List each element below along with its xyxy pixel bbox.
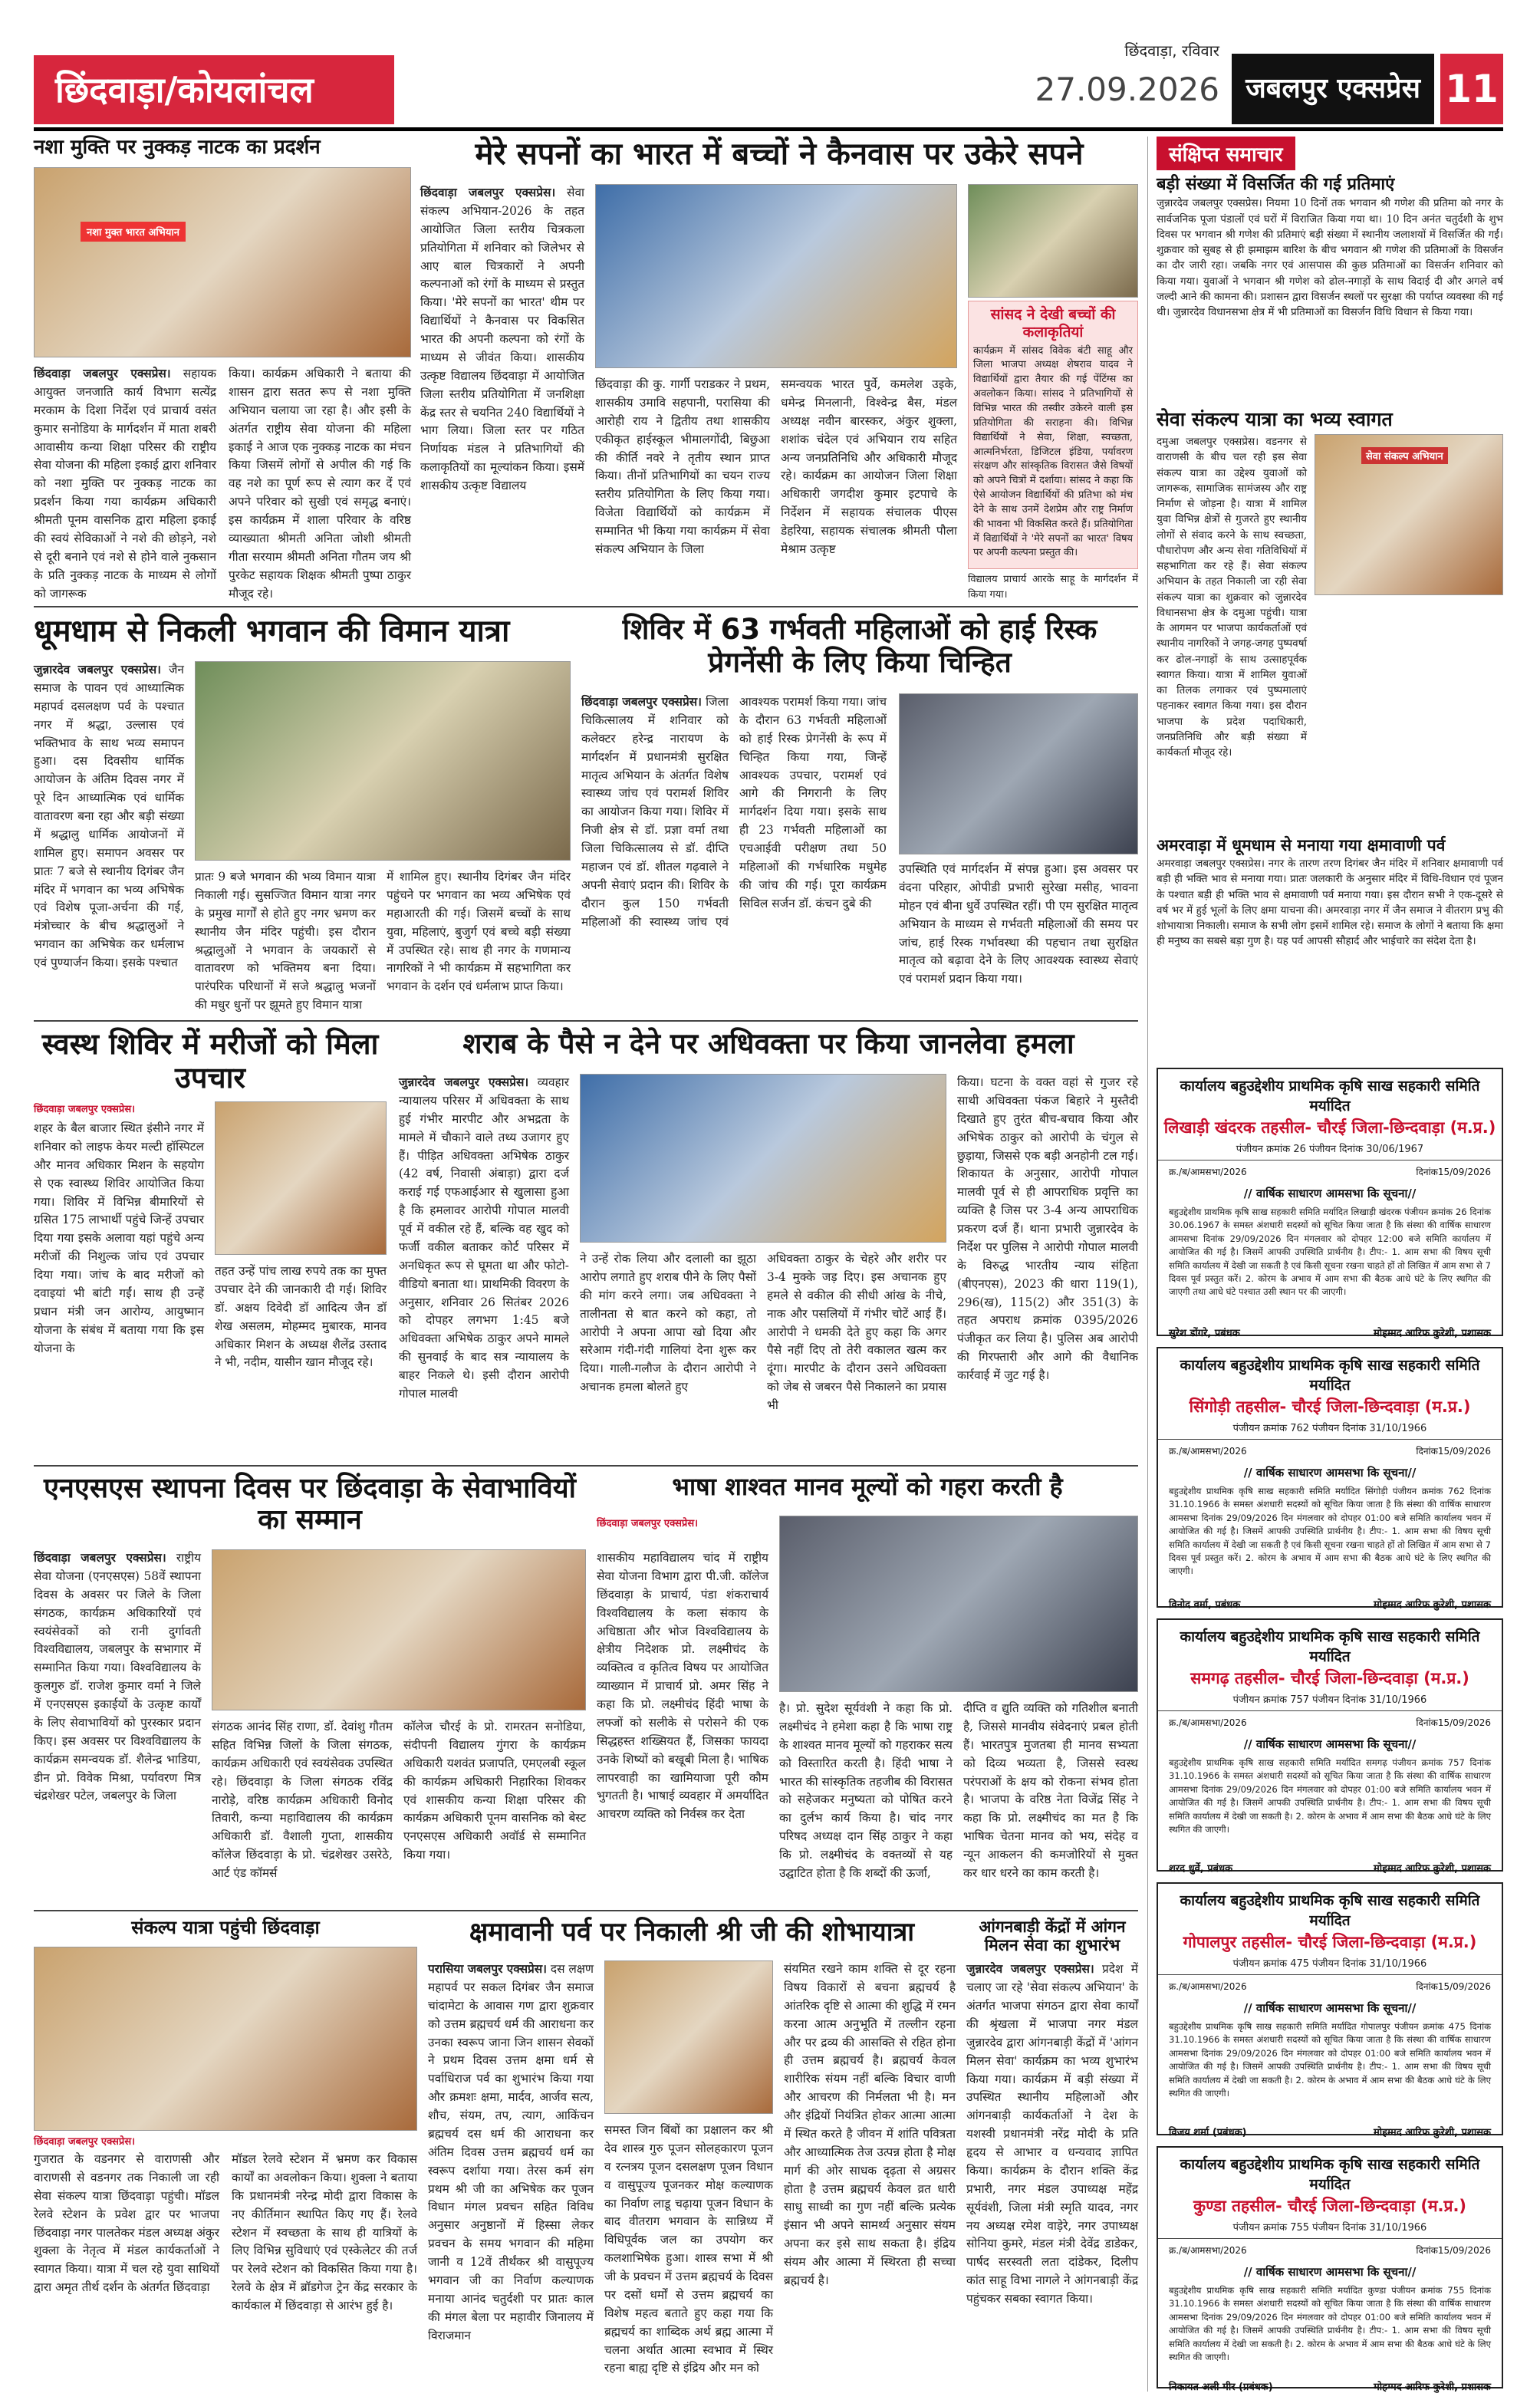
news-photo-2 xyxy=(968,184,1138,298)
notice-ref xyxy=(1158,1440,1502,1462)
dateline: छिंदवाड़ा जबलपुर एक्सप्रेस। xyxy=(581,695,702,709)
headline: धूमधाम से निकली भगवान की विमान यात्रा xyxy=(34,614,510,649)
headline: शराब के पैसे न देने पर अधिवक्ता पर किया जानलेवा हमला xyxy=(462,1027,1074,1060)
body-col-1: व्यवहार न्यायालय परिसर में अधिवक्ता के साथ हुई गंभीर मारपीट और अभद्रता के मामले में चौकाने वाले तथ्य उजागर हुए हैं। पीड़ित अधिवक्ता अभिषेक ठाकुर (42 वर्ष, निवासी अंबाड़ा) द्वारा दर्ज कराई गई एफआईआर से खुलासा हुआ है कि हमलावर आरोपी गोपाल मालवी पूर्व में वकील रहे हैं, बल्कि वह खुद को फर्जी वकील बताकर कोर्ट परिसर में अनधिकृत रूप से घूमता था और फोटो-वीडियो बनाता था। प्राथमिकी विवरण के अनुसार, शनिवार 26 सितंबर 2026 को दोपहर लगभग 1:45 बजे अधिवक्ता अभिषेक ठाकुर अपने मामले की सुनवाई के बाद सत्र न्यायालय के बाहर निकले थे। इसी दौरान आरोपी गोपाल मालवी xyxy=(399,1075,569,1401)
ref-right: दिनांक15/09/2026 xyxy=(1416,1717,1491,1728)
byline: छिंदवाड़ा जबलपुर एक्सप्रेस। xyxy=(34,2136,136,2148)
byline: छिंदवाड़ा जबलपुर एक्सप्रेस। xyxy=(34,1104,136,1115)
ref-right: दिनांक15/09/2026 xyxy=(1416,1981,1491,1992)
headline: एनएसएस स्थापना दिवस पर छिंदवाड़ा के सेवाभावियों का सम्मान xyxy=(43,1473,576,1536)
masthead xyxy=(34,40,1503,124)
notice-1 xyxy=(1157,1068,1503,1339)
article-body xyxy=(399,1074,569,1457)
news-photo xyxy=(604,1960,773,2114)
notice-heading: // वार्षिक साधारण आमसभा कि सूचना// xyxy=(1243,2265,1417,2279)
article-body xyxy=(34,1549,201,1902)
notice-heading: // वार्षिक साधारण आमसभा कि सूचना// xyxy=(1243,2001,1417,2015)
box-title: सांसद ने देखी बच्चों की कलाकृतियां xyxy=(990,306,1116,341)
brief-1-text: जुन्नारदेव जबलपुर एक्सप्रेस। नियमा 10 दिनों तक भगवान श्री गणेश की प्रतिमा को नगर के सार्वजनिक पूजा पंडालों एवं घरों में विराजित किया गया था। 10 दिन अनंत चतुर्दशी के शुभ दिवस पर भगवान श्री गणेश की प्रतिमाएं बड़ी संख्या में स्थानीय जलाशयों में विसर्जित की गईं। शुक्रवार को सुबह से ही झमाझम बारिश के बीच भगवान श्री गणेश की प्रतिमाओं के विसर्जन का दौर जारी रहा। जबकि नगर एवं आसपास की कुछ प्रतिमाओं का विसर्जन शनिवार को किया गया। युवाओं ने भगवान श्री गणेश को ढोल-नगाड़ों के साथ विदाई दी और अगले वर्ष जल्दी आने की कामना की। प्रशासन द्वारा विसर्जन स्थलों पर सुरक्षा की पर्याप्त व्यवस्था की गई थी। जुन्नारदेव विधानसभा क्षेत्र में भी प्रतिमाओं का विसर्जन विधि विधान से किया गया। xyxy=(1157,197,1503,319)
notice-ref xyxy=(1158,1160,1502,1183)
article-nasha-mukti xyxy=(34,136,411,601)
notice-body: बहुउद्देशीय प्राथमिक कृषि साख सहकारी समिति मर्यादित गोपालपुर पंजीयन क्रमांक 475 दिनांक 31.10.1966 के समस्त अंशधारी सदस्यों को सूचित किया जाता है कि संस्था की वार्षिक साधारण आमसभा दिनांक 29/09/2026 दिन मंगलवार को दोपहर 01:00 बजे समिति कार्यालय भवन में आयोजित की गई है। जिसमें आपकी उपस्थिति प्रार्थनीय है। टीप:- 1. आम सभा की विषय सूची समिति कार्यालय में देखी जा सकती है। 2. कोरम के अभाव में आम सभा की बैठक आधे घंटे के लिए स्थगित की जाएगी। xyxy=(1169,2021,1491,2099)
body-col-4: किया। घटना के वक्त वहां से गुजर रहे साथी अधिवक्ता पंकज बिहारे ने मुस्तैदी दिखाते हुए तुरंत बीच-बचाव किया और अभिषेक ठाकुर को आरोपी के चंगुल से छुड़ाया, जिससे एक बड़ी अनहोनी टल गई। शिकायत के अनुसार, आरोपी गोपाल मालवी पूर्व से ही आपराधिक प्रवृत्ति का व्यक्ति है जिस पर 3-4 अन्य आपराधिक प्रकरण दर्ज हैं। थाना प्रभारी जुन्नारदेव के निर्देश पर पुलिस ने आरोपी गोपाल मालवी के विरुद्ध भारतीय न्याय संहिता (बीएनएस), 2023 की धारा 119(1), 296(ख), 115(2) और 351(3) के तहत अपराध क्रमांक 0395/2026 पंजीकृत कर लिया है। पुलिस अब आरोपी की गिरफ्तारी और आगे की वैधानिक कार्रवाई में जुट गई है। xyxy=(957,1075,1138,1382)
sign-left: निकायत अली मीर (प्रबंधक) xyxy=(1169,2382,1273,2393)
brief-2-title: सेवा संकल्प यात्रा का भव्य स्वागत xyxy=(1157,408,1393,431)
news-photo xyxy=(779,1516,1138,1692)
notice-title: कार्यालय बहुउद्देशीय प्राथमिक कृषि साख सहकारी समिति मर्यादित xyxy=(1180,2156,1480,2193)
news-photo xyxy=(215,1101,387,1255)
article-high-risk xyxy=(581,614,1138,1012)
body-col-3: कॉलेज चौरई के प्रो. रामरतन सनोडिया, संदीपनी विद्यालय गुंगरा के कार्यक्रम अधिकारी यशवंत प्रजापति, एमएलबी स्कूल की कार्यक्रम अधिकारी निहारिका शिवकर एवं शासकीय कन्या शिक्षा परिसर की कार्यक्रम अधिकारी पूनम वासनिक को बेस्ट एनएसएस अधिकारी अवॉर्ड से सम्मानित किया गया। xyxy=(403,1720,586,1862)
news-photo xyxy=(595,184,957,368)
row-divider xyxy=(34,1910,1138,1911)
column-divider xyxy=(1147,137,1148,2392)
notice-heading: // वार्षिक साधारण आमसभा कि सूचना// xyxy=(1243,1466,1417,1480)
notice-sign xyxy=(1158,1855,1502,1875)
article-body xyxy=(428,1960,594,2393)
headline: शिविर में 63 गर्भवती महिलाओं को हाई रिस्क प्रेगनेंसी के लिए किया चिन्हित xyxy=(622,613,1097,679)
sign-right: मोहम्मद आरिफ कुरेशी, प्रशासक xyxy=(1373,1863,1491,1875)
dateline: जुन्नारदेव जबलपुर एक्सप्रेस। xyxy=(966,1962,1094,1977)
notice-title: कार्यालय बहुउद्देशीय प्राथमिक कृषि साख सहकारी समिति मर्यादित xyxy=(1180,1892,1480,1929)
page-number: 11 xyxy=(1440,54,1503,124)
body-col-1: शासकीय महाविद्यालय चांद में राष्ट्रीय सेवा योजना विभाग द्वारा पी.जी. कॉलेज छिंदवाड़ा के प्राचार्य, पंडा शंकराचार्य विश्वविद्यालय के कला संकाय के अधिष्ठाता और भोज विश्वविद्यालय के क्षेत्रीय निदेशक प्रो. लक्ष्मीचंद के व्यक्तित्व व कृतित्व विषय पर आयोजित व्याख्यान में प्राचार्य प्रो. अमर सिंह ने कहा कि प्रो. लक्ष्मीचंद हिंदी भाषा के लफ्जों को सलीके से परोसने की एक सिद्धहस्त शख्सियत हैं, जिसका फायदा उनके शिष्यों को बखूबी मिला है। भाषिक लापरवाही का खामियाजा पूरी कौम भुगतती है। भाषाई व्यवहार में अमर्यादित आचरण व्यक्ति को निर्वस्त्र कर देता xyxy=(597,1551,768,1822)
brief-2-block xyxy=(1157,434,1503,759)
body-col-2: प्रातः 9 बजे भगवान की भव्य विमान यात्रा निकाली गई। सुसज्जित विमान यात्रा नगर के प्रमुख मार्गों से होते हुए नगर भ्रमण कर स्थानीय जैन मंदिर पहुंची। इस दौरान श्रद्धालुओं ने भगवान के जयकारों से वातावरण को भक्तिमय बना दिया। पारंपरिक परिधानों में सजे श्रद्धालु भजनों की मधुर धुनों पर झूमते हुए विमान यात्रा xyxy=(195,870,376,1012)
notice-3 xyxy=(1157,1618,1503,1875)
mp-box xyxy=(968,301,1138,569)
notice-title: कार्यालय बहुउद्देशीय प्राथमिक कृषि साख सहकारी समिति मर्यादित xyxy=(1180,1078,1480,1114)
body-col-1: जैन समाज के पावन एवं आध्यात्मिक महापर्व दसलक्षण पर्व के पश्चात नगर में श्रद्धा, उल्लास एवं भक्तिभाव के साथ भव्य समापन हुआ। दस दिवसीय धार्मिक आयोजन के अंतिम दिवस नगर में पूरे दिन आध्यात्मिक एवं धार्मिक वातावरण बना रहा और बड़ी संख्या में श्रद्धालु धार्मिक आयोजनों में शामिल हुए। समापन अवसर पर प्रातः 7 बजे से स्थानीय दिगंबर जैन मंदिर में भगवान का भव्य अभिषेक एवं विशेष पूजा-अर्चना की गई, मंत्रोच्चार के बीच श्रद्धालुओं ने भगवान का अभिषेक कर धर्मलाभ एवं पुण्यार्जन किया। इसके पश्चात xyxy=(34,663,184,970)
article-viman-yatra xyxy=(34,614,571,1012)
body-col-1: जिला चिकित्सालय में शनिवार को कलेक्टर हरेन्द्र नारायण के मार्गदर्शन में प्रधानमंत्री सुरक्षित मातृत्व अभियान के अंतर्गत विशेष स्वास्थ्य जांच एवं परामर्श शिविर का आयोजन किया गया। शिविर में निजी क्षेत्र से डॉ. प्रज्ञा वर्मा तथा जिला चिकित्सालय से डॉ. दीप्ति महाजन एवं डॉ. शीतल गढ़वाले ने अपनी सेवाएं प्रदान की। शिविर के दौरान कुल 150 गर्भवती महिलाओं की स्वास्थ्य जांच एवं आवश्यक परामर्श किया गया। जांच के दौरान 63 गर्भवती महिलाओं को हाई रिस्क प्रेगनेंसी के रूप में चिन्हित किया गया, जिन्हें आवश्यक उपचार, परामर्श एवं आगे की निगरानी के लिए मार्गदर्शन दिया गया। इसके साथ ही 23 गर्भवती महिलाओं का एचआईवी परीक्षण तथा 50 महिलाओं की गर्भधारिक मधुमेह की जांच की गई। पूरा कार्यक्रम सिविल सर्जन डॉ. कंचन दुबे की xyxy=(581,695,887,929)
body-col-2: है। प्रो. सुदेश सूर्यवंशी ने कहा कि प्रो. लक्ष्मीचंद ने हमेशा कहा है कि भाषा राष्ट्र के शाश्वत मानव मूल्यों को गहराकर सत्य को विस्तारित करती है। हिंदी भाषा ने भारत की सांस्कृतिक तहजीब की विरासत को सहेजकर मनुष्यता को पोषित करने का दुर्लभ कार्य किया है। चांद नगर परिषद अध्यक्ष दान सिंह ठाकुर ने कहा कि प्रो. लक्ष्मीचंद के वक्तव्यों से यह उद्घाटित होता है कि शब्दों की ऊर्जा, xyxy=(779,1701,953,1880)
notice-body: बहुउद्देशीय प्राथमिक कृषि साख सहकारी समिति मर्यादित लिखाड़ी खंदरक पंजीयन क्रमांक 26 दिनांक 30.06.1967 के समस्त अंशधारी सदस्यों को सूचित किया जाता है कि संस्था की वार्षिक साधारण आमसभा दिनांक 29/09/2026 दिन मंगलवार को दोपहर 12:00 बजे समिति कार्यालय में आयोजित की गई है। जिसमें आपकी उपस्थिति प्रार्थनीय है। टीप:- 1. आम सभा की विषय सूची समिति कार्यालय में देखी जा सकती है एवं किसी सूचना रखना चाहते हों तो लिखित में आम सभा से 7 दिवस पूर्व प्रस्तुत करें। 2. कोरम के अभाव में आम सभा की बैठक आधे घंटे के लिए स्थगित की जाएगी तथा आधे घंटे पश्चात उसी स्थान पर की जाएगी। xyxy=(1169,1207,1491,1298)
body-col-1: सहायक आयुक्त जनजाति कार्य विभाग सत्येंद्र मरकाम के दिशा निर्देश एवं प्राचार्य वसंत कुमार सनोडिया के मार्गदर्शन में माता शबरी आवासीय कन्या शिक्षा परिसर की राष्ट्रीय सेवा योजना की महिला इकाई द्वारा शनिवार को नशा मुक्ति पर नुक्कड़ नाटक का प्रदर्शन किया गया कार्यक्रम अधिकारी श्रीमती पूनम वासनिक द्वारा महिला इकाई की स्वयं सेविकाओं ने नशे की छोड़ने, नशे से दूरी बनाने एवं नशे से होने वाले नुकसान के प्रति नुक्कड़ नाटक के माध्यम से लोगों को जागरूक xyxy=(34,367,216,601)
notice-2 xyxy=(1157,1347,1503,1611)
body-col-2: मॉडल रेलवे स्टेशन में भ्रमण कर विकास कार्यों का अवलोकन किया। शुक्ला ने बताया कि प्रधानमंत्री नरेन्द्र मोदी द्वारा विकास के नए कीर्तिमान स्थापित किए गए हैं। रेलवे स्टेशन में स्वच्छता के साथ ही यात्रियों के लिए विभिन्न सुविधाएं एवं एस्केलेटर की तर्ज पर रेलवे स्टेशन को विकसित किया गया है। रेलवे के क्षेत्र में ब्रॉडगेज ट्रेन केंद्र सरकार के कार्यकाल में छिंदवाड़ा से आरंभ हुई है। xyxy=(232,2152,417,2313)
headline: संकल्प यात्रा पहुंची छिंदवाड़ा xyxy=(131,1917,320,1938)
headline: स्वस्थ शिविर में मरीजों को मिला उपचार xyxy=(41,1027,379,1095)
notice-4 xyxy=(1157,1882,1503,2138)
brief-3-text: अमरवाड़ा जबलपुर एक्सप्रेस। नगर के तारण तरण दिगंबर जैन मंदिर में शनिवार क्षमावाणी पर्व बड़ी ही भक्ति भाव से मनाया गया। प्रातः जलकारी के अनुसार मंदिर में विधि-विधान एवं पूजन के पश्चात बड़ी ही भक्ति भाव से क्षमावाणी पर्व मनाया गया। इस दौरान सभी ने एक-दूसरे से वर्ष भर में हुई भूलों के लिए क्षमा याचना की। अमरवाड़ा नगर में जैन समाज ने वीतराग प्रभु की शोभायात्रा निकाली। समाज के सभी लोग इसमें शामिल रहे। समाज के लोगों ने बताया कि क्षमा ही मनुष्य का सबसे बड़ा गुण है। यह पर्व आपसी सौहार्द और भाईचारे का संदेश देता है। xyxy=(1157,858,1503,948)
body-col-2: तहत उन्हें पांच लाख रुपये तक का मुफ्त उपचार देने की जानकारी दी गई। शिविर डॉ. अक्षय दिवेदी डॉ आदित्य जैन डॉ शेख असलम, मोहम्मद मुबारक, मानव अधिकार मिशन के अध्यक्ष शैलेंद्र उस्ताद ने भी, नदीम, यासीन खान मौजूद रहे। xyxy=(215,1264,387,1370)
body-col-1: सेवा संकल्प अभियान-2026 के तहत आयोजित जिला स्तरीय चित्रकला प्रतियोगिता में शनिवार को जिलेभर से आए बाल चित्रकारों ने अपनी कल्पनाओं को रंगों के माध्यम से प्रस्तुत किया। 'मेरे सपनों का भारत' थीम पर विद्यार्थियों ने कैनवास पर विकसित भारत की अपनी कल्पना को रंगों के माध्यम से जीवंत किया। शासकीय उत्कृष्ट विद्यालय छिंदवाड़ा में आयोजित जिला स्तरीय प्रतियोगिता में जनशिक्षा केंद्र स्तर से चयनित 240 विद्यार्थियों ने भाग लिया। जिला स्तर पर गठित निर्णायक मंडल ने प्रतिभागियों की कलाकृतियों का मूल्यांकन किया। इसमें शासकीय उत्कृष्ट विद्यालय xyxy=(420,186,584,492)
body-text: प्रदेश में चलाए जा रहे 'सेवा संकल्प अभियान' के अंतर्गत भाजपा संगठन द्वारा सेवा कार्यों की श्रृंखला में भाजपा नगर मंडल जुन्नारदेव द्वारा आंगनबाड़ी केंद्रों में 'आंगन मिलन सेवा' कार्यक्रम का भव्य शुभारंभ किया गया। कार्यक्रम में बड़ी संख्या में उपस्थित स्थानीय महिलाओं और आंगनबाड़ी कार्यकर्ताओं ने देश के यशस्वी प्रधानमंत्री नरेंद्र मोदी के प्रति हृदय से आभार व धन्यवाद ज्ञापित किया। कार्यक्रम के दौरान शक्ति केंद्र प्रभारी, नगर मंडल उपाध्यक्ष महेंद्र सूर्यवंशी, जिला मंत्री स्मृति यादव, नगर नय अध्यक्ष रमेश वाड़ेरे, नगर उपाध्यक्ष सोनिया कुमरे, मंडल मंत्री देवेंद्र डाडेकर, पार्षद सरस्वती लता दांडेकर, दिलीप कांत साहू विभा नागले ने आंगनबाड़ी केंद्र पहुंचकर सबका स्वागत किया। xyxy=(966,1962,1138,2306)
article-body xyxy=(34,661,184,1012)
ref-right: दिनांक15/09/2026 xyxy=(1416,2245,1491,2256)
dateline: छिंदवाड़ा जबलपुर एक्सप्रेस। xyxy=(34,367,171,380)
body-tail: विद्यालय प्राचार्य आरके साहू के मार्गदर्शन में किया गया। xyxy=(968,574,1138,601)
article-bhasha xyxy=(597,1473,1138,1902)
notice-tehsil: गोपालपुर तहसील- चौरई जिला-छिन्दवाड़ा (म.प्र.) xyxy=(1183,1933,1477,1951)
notice-heading: // वार्षिक साधारण आमसभा कि सूचना// xyxy=(1243,1737,1417,1751)
brief-3-title: अमरवाड़ा में धूमधाम से मनाया गया क्षमावाणी पर्व xyxy=(1157,836,1446,855)
notice-reg: पंजीयन क्रमांक 762 पंजीयन दिनांक 31/10/1966 xyxy=(1158,1419,1502,1440)
city-day: छिंदवाड़ा, रविवार xyxy=(1124,41,1219,60)
notice-reg: पंजीयन क्रमांक 475 पंजीयन दिनांक 31/10/1966 xyxy=(1158,1954,1502,1975)
ref-right: दिनांक15/09/2026 xyxy=(1416,1446,1491,1457)
notice-tehsil: समगढ़ तहसील- चौरई जिला-छिन्दवाड़ा (म.प्र.) xyxy=(1190,1669,1469,1687)
dateline: परासिया जबलपुर एक्सप्रेस। xyxy=(428,1962,547,1976)
ref-right: दिनांक15/09/2026 xyxy=(1416,1167,1491,1177)
sidebar-briefs xyxy=(1157,137,1503,1057)
issue-date: 27.09.2026 xyxy=(1035,71,1219,108)
ref-left: क्र./ब/आमसभा/2026 xyxy=(1169,1717,1247,1728)
body-col-2: छिंदवाड़ा की कु. गार्गी पराडकर ने प्रथम, शासकीय उमावि सहपानी, परासिया की आरोही राय ने द्वितीय तथा शासकीय एकीकृत हाईस्कूल भीमालगोंदी, बिछुआ की कीर्ति नवरे ने तृतीय स्थान प्राप्त किया। तीनों प्रतिभागियों का चयन राज्य स्तरीय प्रतियोगिता के लिए किया गया। विजेता विद्यार्थियों को कार्यक्रम में सम्मानित भी किया गया कार्यक्रम में सेवा संकल्प अभियान के जिला xyxy=(595,377,770,556)
news-photo xyxy=(580,1074,946,1243)
notice-title: कार्यालय बहुउद्देशीय प्राथमिक कृषि साख सहकारी समिति मर्यादित xyxy=(1180,1357,1480,1394)
paper-name: जबलपुर एक्सप्रेस xyxy=(1232,54,1434,124)
body-col-2: समस्त जिन बिंबों का प्रक्षालन कर श्री देव शास्त्र गुरु पूजन सोलहकारण पूजन व रत्नत्रय पूजन दसलक्षण पूजन विधान व वासुपूज्य पूजनकर मोक्ष कल्याणक का निर्वाण लाडू चढ़ाया पूजन विधान के बाद वीतराग भगवान के सान्निध्य में विधिपूर्वक जल का उपयोग कर कलशाभिषेक हुआ। शास्त्र सभा में श्री जी के प्रवचन में उत्तम ब्रह्मचर्य के दिवस पर दसों धर्मों से उत्तम ब्रह्मचर्य का विशेष महत्व बताते हुए कहा गया कि ब्रह्मचर्य का शाब्दिक अर्थ ब्रह्म आत्मा में चलना अर्थात आत्मा स्वभाव में स्थिर रहना बाह्य दृष्टि से इंद्रिय और मन को xyxy=(604,2123,773,2375)
dateline: छिंदवाड़ा जबलपुर एक्सप्रेस। xyxy=(420,186,556,199)
body-col-1: शहर के बैल बाजार स्थित इंसीने नगर में शनिवार को लाइफ केयर मल्टी हॉस्पिटल और मानव अधिकार मिशन के सहयोग से एक स्वास्थ्य शिविर आयोजित किया गया। शिविर में विभिन्न बीमारियों से ग्रसित 175 लाभार्थी पहुंचे जिन्हें उपचार दिया गया इसके अलावा यहां पहुंचे अन्य मरीजों की निशुल्क जांच एवं उपचार दिया गया। जांच के बाद मरीजों को दवाइयां भी बांटी गईं। साथ ही उन्हें प्रधान मंत्री जन आरोग्य, आयुष्मान योजना के संबंध में बताया गया कि इस योजना के xyxy=(34,1121,204,1355)
article-swasth-shivir xyxy=(34,1028,387,1457)
body-col-2: उपस्थिति एवं मार्गदर्शन में संपन्न हुआ। इस अवसर पर वंदना परिहार, ओपीडी प्रभारी सुरेखा मसीह, भावना मोहन एवं बीना धुर्वे उपस्थित रहीं। पी एम सुरक्षित मातृत्व अभियान के माध्यम से गर्भवती महिलाओं की समय पर जांच, हाई रिस्क गर्भावस्था की पहचान तथा सुरक्षित मातृत्व को बढ़ावा देने के लिए आवश्यक स्वास्थ्य सेवाएं एवं परामर्श प्रदान किया गया। xyxy=(899,862,1138,986)
body-col-1: गुजरात के वडनगर से वाराणसी और वाराणसी से वडनगर तक निकाली जा रही सेवा संकल्प यात्रा छिंदवाड़ा पहुंची। मॉडल रेलवे स्टेशन के प्रवेश द्वार पर भाजपा छिंदवाड़ा नगर पालतेकर मंडल अध्यक्ष अंकुर शुक्ला के नेतृत्व में मंडल कार्यकर्ताओं ने स्वागत किया। यात्रा में चल रहे युवा साथियों द्वारा अमृत तीर्थ दर्शन के अंतर्गत छिंदवाड़ा xyxy=(34,2152,219,2295)
row-divider xyxy=(34,1020,1138,1022)
notice-body: बहुउद्देशीय प्राथमिक कृषि साख सहकारी समिति मर्यादित सिंगोड़ी पंजीयन क्रमांक 762 दिनांक 31.10.1966 के समस्त अंशधारी सदस्यों को सूचित किया जाता है कि संस्था की वार्षिक साधारण आमसभा दिनांक 29/09/2026 दिन मंगलवार को दोपहर 01:00 बजे समिति कार्यालय भवन में आयोजित की गई है। जिसमें आपकी उपस्थिति प्रार्थनीय है। टीप:- 1. आम सभा की विषय सूची समिति कार्यालय में देखी जा सकती है एवं किसी सूचना रखना चाहते हों तो लिखित में आम सभा से 7 दिवस पूर्व प्रस्तुत करें। 2. कोरम के अभाव में आम सभा की बैठक आधे घंटे के लिए स्थगित की जाएगी। xyxy=(1169,1486,1491,1577)
notice-body: बहुउद्देशीय प्राथमिक कृषि साख सहकारी समिति मर्यादित समगढ़ पंजीयन क्रमांक 757 दिनांक 31.10.1966 के समस्त अंशधारी सदस्यों को सूचित किया जाता है कि संस्था की वार्षिक साधारण आमसभा दिनांक 29/09/2026 दिन मंगलवार को दोपहर 01:00 बजे समिति कार्यालय भवन में आयोजित की गई है। जिसमें आपकी उपस्थिति प्रार्थनीय है। टीप:- 1. आम सभा की विषय सूची समिति कार्यालय में देखी जा सकती है। 2. कोरम के अभाव में आम सभा की बैठक आधे घंटे के लिए स्थगित की जाएगी। xyxy=(1169,1757,1491,1835)
sign-left: सुरेश डोंगरे, प्रबंधक xyxy=(1169,1328,1240,1339)
photo-banner: नशा मुक्त भारत अभियान xyxy=(81,222,186,242)
ref-left: क्र./ब/आमसभा/2026 xyxy=(1169,2245,1247,2256)
article-body xyxy=(420,184,584,597)
article-nss xyxy=(34,1473,586,1902)
ref-left: क्र./ब/आमसभा/2026 xyxy=(1169,1167,1247,1177)
brief-2-text: दमुआ जबलपुर एक्सप्रेस। वडनगर से वाराणसी के बीच चल रही इस सेवा संकल्प यात्रा का उद्देश्य युवाओं को जागरूक, सामाजिक सामंजस्य और राष्ट्र निर्माण से जोड़ना है। यात्रा में शामिल युवा विभिन्न क्षेत्रों से गुजरते हुए स्थानीय लोगों से संवाद करने के साथ स्वच्छता, पौधारोपण और अन्य सेवा गतिविधियों में सहभागिता कर रहे हैं। सेवा संकल्प अभियान के तहत निकाली जा रही सेवा संकल्प यात्रा का शुक्रवार को जुन्नारदेव विधानसभा क्षेत्र के दमुआ पहुंची। यात्रा के आगमन पर भाजपा कार्यकर्ताओं एवं स्थानीय नागरिकों ने जगह-जगह पुष्पवर्षा कर ढोल-नगाड़ों के साथ उत्साहपूर्वक स्वागत किया। यात्रा में शामिल युवाओं का तिलक लगाकर एवं पुष्पमालाएं पहनाकर स्वागत किया गया। इस दौरान भाजपा के प्रदेश पदाधिकारी, जनप्रतिनिधि और बड़ी संख्या में कार्यकर्ता मौजूद रहे। xyxy=(1157,436,1307,759)
notice-sign xyxy=(1158,1319,1502,1339)
body-col-3: में शामिल हुए। स्थानीय दिगंबर जैन मंदिर पहुंचने पर भगवान का भव्य अभिषेक एवं महाआरती की गई। जिसमें बच्चों के साथ युवा, महिलाएं, बुजुर्ग एवं बच्चे बड़ी संख्या में उपस्थित रहे। साथ ही नगर के गणमान्य नागरिकों ने भी कार्यक्रम में सहभागिता कर भगवान के दर्शन एवं धर्मलाभ प्राप्त किया। xyxy=(387,870,571,994)
masthead-rule xyxy=(34,127,1503,131)
section-title: छिंदवाड़ा/कोयलांचल xyxy=(34,55,394,124)
sign-right: मोहम्मद आरिफ कुरेशी, प्रशासक xyxy=(1373,2127,1491,2138)
article-body xyxy=(581,693,887,1012)
ref-left: क्र./ब/आमसभा/2026 xyxy=(1169,1981,1247,1992)
notice-sign xyxy=(1158,2373,1502,2393)
news-photo xyxy=(195,661,571,861)
sign-left: विनोद वर्मा, प्रबंधक xyxy=(1169,1599,1241,1611)
photo-banner: सेवा संकल्प अभियान xyxy=(1361,447,1448,464)
dateline: जुन्नारदेव जबलपुर एक्सप्रेस। xyxy=(399,1075,529,1089)
notice-tehsil: कुण्डा तहसील- चौरई जिला-छिन्दवाड़ा (म.प्र.) xyxy=(1193,2197,1467,2215)
body-col-3: अधिवक्ता ठाकुर के चेहरे और शरीर पर 3-4 मुक्के जड़ दिए। इस अचानक हुए हमले से वकील की सीधी आंख के नीचे, नाक और पसलियों में गंभीर चोटें आई हैं। आरोपी ने धमकी देते हुए कहा कि अगर पैसे नहीं दिए तो तेरी वकालत खत्म कर दूंगा। मारपीट के दौरान उसने अधिवक्ता को जेब से जबरन पैसे निकालने का प्रयास भी xyxy=(767,1252,946,1412)
notice-ref xyxy=(1158,2239,1502,2261)
notice-reg: पंजीयन क्रमांक 757 पंजीयन दिनांक 31/10/1966 xyxy=(1158,1691,1502,1711)
news-photo xyxy=(34,167,411,357)
article-body xyxy=(966,1960,1138,2375)
article-aanganbadi xyxy=(966,1918,1138,2393)
notice-sign xyxy=(1158,1591,1502,1611)
body-col-1: राष्ट्रीय सेवा योजना (एनएसएस) 58वें स्थापना दिवस के अवसर पर जिले के जिला संगठक, कार्यक्रम अधिकारियों एवं स्वयंसेवकों को रानी दुर्गावती विश्वविद्यालय, जबलपुर के सभागार में सम्मानित किया गया। विश्वविद्यालय के कुलगुरु डॉ. राजेश कुमार वर्मा ने जिले में एनएसएस इकाईयों के उत्कृष्ट कार्यों के लिए सेवाभावियों को पुरस्कार प्रदान किए। इस अवसर पर विश्वविद्यालय के कार्यक्रम समन्वयक डॉ. शैलेन्द्र भाडिया, डीन प्रो. विवेक मिश्रा, पर्यावरण मित्र चंद्रशेखर पटेल, जबलपुर के जिला xyxy=(34,1551,201,1803)
headline: आंगनबाड़ी केंद्रों में आंगन मिलन सेवा का शुभारंभ xyxy=(979,1918,1126,1955)
body-col-3: समन्वयक भारत पुर्वे, कमलेश उइके, धमेन्द्र मिनलानी, विश्वेन्द्र बैस, मंडल अध्यक्ष नवीन बारस्कर, अंकुर शुक्ला, शशांक चंदेल एवं अभियान राय सहित अन्य जनप्रतिनिधि और अधिकारी मौजूद रहे। कार्यक्रम का आयोजन जिला शिक्षा अधिकारी जगदीश कुमार इटपाचे के निर्देशन में सहायक संचालक पीएस डेहरिया, सहायक संचालक श्रीमती पौला मेश्राम उत्कृष्ट xyxy=(781,377,957,556)
box-text: कार्यक्रम में सांसद विवेक बंटी साहू और जिला भाजपा अध्यक्ष शेषराव यादव ने विद्यार्थियों द्वारा तैयार की गई पेंटिंग्स का अवलोकन किया। सांसद ने प्रतिभागियों से विभिन्न भारत की तस्वीर उकेरने वाली इस प्रतियोगिता की सराहना की। विभिन्न विद्यार्थियों ने सेवा, शिक्षा, स्वच्छता, आत्मनिर्भरता, डिजिटल इंडिया, पर्यावरण संरक्षण और सांस्कृतिक विरासत जैसे विषयों को अपने चित्रों में दर्शाया। सांसद ने कहा कि ऐसे आयोजन विद्यार्थियों की प्रतिभा को मंच देने के साथ उनमें देशप्रेम और राष्ट्र निर्माण की भावना भी विकसित करते हैं। प्रतियोगिता में विद्यार्थियों ने 'मेरे सपनों का भारत' विषय पर अपनी कल्पना प्रस्तुत की। xyxy=(973,344,1133,559)
news-photo xyxy=(1315,434,1503,595)
byline: छिंदवाड़ा जबलपुर एक्सप्रेस। xyxy=(597,1518,699,1529)
news-photo xyxy=(899,693,1138,854)
notice-ref xyxy=(1158,1975,1502,1997)
notice-sign xyxy=(1158,2119,1502,2138)
sign-right: मोहम्मद आरिफ कुरेशी, प्रशासक xyxy=(1373,1328,1491,1339)
dateline: जुन्नारदेव जबलपुर एक्सप्रेस। xyxy=(34,663,162,677)
sign-left: विजय शर्मा (प्रबंधक) xyxy=(1169,2127,1247,2138)
body-col-1: दस लक्षण महापर्व पर सकल दिगंबर जैन समाज चांदामेटा के आवास गण द्वारा शुक्रवार को उत्तम ब्रह्मचर्य धर्म की आराधना कर उनका स्वरूप जाना जिन शासन सेवकों ने प्रथम दिवस उत्तम क्षमा धर्म से पर्वाधिराज पर्व का शुभारंभ किया गया और क्रमशः क्षमा, मार्दव, आर्जव सत्य, शौच, संयम, तप, त्याग, आकिंचन ब्रह्मचर्य दस धर्म की आराधना कर अंतिम दिवस उत्तम ब्रह्मचर्य धर्म का स्वरूप दर्शाया गया। तेरस कर्म संग प्रथम श्री जी का अभिषेक कर पूजन विधान मंगल प्रवचन सहित विविध अनुसार अनुष्ठानों में हिस्सा लेकर प्रवचन के समय भगवान की महिमा जानी व 12वें तीर्थंकर श्री वासुपूज्य भगवान जी का निर्वाण कल्याणक मनाया आनंद चतुर्दशी पर प्रातः काल की मंगल बेला पर महावीर जिनालय में विराजमान xyxy=(428,1962,594,2342)
sign-right: मोहम्मद आरिफ कुरेशी, प्रशासक xyxy=(1373,1599,1491,1611)
notice-title: कार्यालय बहुउद्देशीय प्राथमिक कृषि साख सहकारी समिति मर्यादित xyxy=(1180,1628,1480,1665)
article-canvas-sapne xyxy=(420,137,1138,601)
body-col-3: संयमित रखने काम शक्ति से दूर रहना विषय विकारों से बचना ब्रह्मचर्य है आंतरिक दृष्टि से आत्मा की शुद्धि में रमन करना आत्म अनुभूति में तल्लीन रहना और पर द्रव्य की आसक्ति से रहित होना ही उत्तम ब्रह्मचर्य है। ब्रह्मचर्य केवल शारीरिक संयम नहीं बल्कि विचार वाणी और आचरण की निर्मलता भी है। मन और इंद्रियों नियंत्रित होकर आत्मा आत्मा में स्थित करते है जीवन में शांति पवित्रता और आध्यात्मिक तेज उत्पन्न होता है मोक्ष मार्ग की ओर साधक दृढ़ता से अग्रसर होता है उत्तम ब्रह्मचर्य केवल व्रत धारी साधु साध्वी का गुण नहीं बल्कि प्रत्येक इंसान भी अपने सामर्थ्य अनुसार संयम अपना कर इसे साथ सकता है। इंद्रिय संयम और आत्मा में स्थिरता ही सच्चा ब्रह्मचर्य है। xyxy=(784,1962,956,2287)
notice-ref xyxy=(1158,1711,1502,1733)
headline: क्षमावानी पर्व पर निकाली श्री जी की शोभायात्रा xyxy=(469,1917,915,1947)
sign-right: मोहम्मद आरिफ कुरेशी, प्रशासक xyxy=(1373,2382,1491,2393)
brief-1-title: बड़ी संख्या में विसर्जित की गई प्रतिमाएं xyxy=(1157,175,1395,194)
notice-reg: पंजीयन क्रमांक 26 पंजीयन दिनांक 30/06/1967 xyxy=(1158,1140,1502,1160)
notice-heading: // वार्षिक साधारण आमसभा कि सूचना// xyxy=(1243,1187,1417,1200)
notice-reg: पंजीयन क्रमांक 755 पंजीयन दिनांक 31/10/1966 xyxy=(1158,2218,1502,2239)
headline: भाषा शाश्वत मानव मूल्यों को गहरा करती है xyxy=(672,1472,1063,1501)
headline: नशा मुक्ति पर नुक्कड़ नाटक का प्रदर्शन xyxy=(34,136,321,159)
news-photo xyxy=(34,1947,417,2131)
body-col-2: ने उन्हें रोक लिया और दलाली का झूठा आरोप लगाते हुए शराब पीने के लिए पैसों की मांग करने लगा। जब अधिवक्ता ने तालीनता से बात करने को कहा, तो आरोपी ने अपना आपा खो दिया और सरेआम गंदी-गंदी गालियां देना शुरू कर दिया। गाली-गलौज के दौरान आरोपी ने अचानक हमला बोलते हुए xyxy=(580,1252,756,1394)
body-col-2: संगठक आनंद सिंह राणा, डॉ. देवांशु गौतम सहित विभिन्न जिलों के जिला संगठक, कार्यक्रम अधिकारी एवं स्वयंसेवक उपस्थित रहे। छिंदवाड़ा के जिला संगठक रविंद्र नारोड़े, वरिष्ठ कार्यक्रम अधिकारी विनोद तिवारी, कन्या महाविद्यालय की कार्यक्रम अधिकारी डॉ. वैशाली गुप्ता, शासकीय कॉलेज छिंदवाड़ा के प्रो. चंद्रशेखर उसरेठे, आर्ट एंड कॉमर्स xyxy=(212,1720,393,1880)
notice-tehsil: सिंगोड़ी तहसील- चौरई जिला-छिन्दवाड़ा (म.प्र.) xyxy=(1189,1398,1471,1416)
article-kshamavani xyxy=(428,1918,956,2393)
article-body xyxy=(34,365,216,601)
notice-body: बहुउद्देशीय प्राथमिक कृषि साख सहकारी समिति मर्यादित कुण्डा पंजीयन क्रमांक 755 दिनांक 31.10.1966 के समस्त अंशधारी सदस्यों को सूचित किया जाता है कि संस्था की वार्षिक साधारण आमसभा दिनांक 29/09/2026 दिन मंगलवार को दोपहर 01:00 बजे समिति कार्यालय भवन में आयोजित की गई है। जिसमें आपकी उपस्थिति प्रार्थनीय है। टीप:- 1. आम सभा की विषय सूची समिति कार्यालय में देखी जा सकती है। 2. कोरम के अभाव में आम सभा की बैठक आधे घंटे के लिए स्थगित की जाएगी। xyxy=(1169,2285,1491,2362)
row-divider xyxy=(34,1465,1138,1467)
sidebar-header: संक्षिप्त समाचार xyxy=(1157,137,1295,170)
body-col-2: किया। कार्यक्रम अधिकारी ने बताया की शासन द्वारा सतत रूप से नशा मुक्ति अभियान चलाया जा रहा है। और इसी के अंतर्गत राष्ट्रीय सेवा योजना की महिला इकाई ने आज एक नुक्कड़ नाटक का मंचन किया जिसमें लोगों से अपील की गई कि वह नशे का पूर्ण रूप से त्याग कर दें एवं अपने परिवार को सुखी एवं समृद्ध बनाएं। इस कार्यक्रम में शाला परिवार के वरिष्ठ व्याख्याता श्रीमती अनिता जोशी श्रीमती गीता सरयाम श्रीमती अनिता गौतम जय श्री पुरकेट सहायक शिक्षक श्रीमती पुष्पा ठाकुर मौजूद रहे। xyxy=(229,367,411,601)
article-adhivakta-hamla xyxy=(399,1028,1138,1457)
ref-left: क्र./ब/आमसभा/2026 xyxy=(1169,1446,1247,1457)
notice-5 xyxy=(1157,2146,1503,2393)
notice-tehsil: लिखाड़ी खंदरक तहसील- चौरई जिला-छिन्दवाड़ा (म.प्र.) xyxy=(1163,1118,1496,1137)
body-col-3: दीप्ति व द्युति व्यक्ति को गतिशील बनाती है, जिससे मानवीय संवेदनाएं प्रबल होती हैं। भारतपुत्र मुजतबा ही मानव सभ्यता को दिव्य भव्यता है, जिससे स्वस्थ परंपराओं के क्षय को रोकना संभव होता है। भाजपा के वरिष्ठ नेता विजेंद्र सिंह ने कहा कि प्रो. लक्ष्मीचंद का मत है कि भाषिक चेतना मानव को भय, संदेह व न्यून आकलन की कमजोरियों से मुक्त कर धार धरने का काम करती है। xyxy=(963,1701,1138,1880)
news-photo xyxy=(212,1549,586,1710)
article-sankalp-yatra xyxy=(34,1918,417,2393)
headline: मेरे सपनों का भारत में बच्चों ने कैनवास पर उकेरे सपने xyxy=(475,137,1084,172)
sign-left: शरद धुर्वे, प्रबंधक xyxy=(1169,1863,1233,1875)
row-divider xyxy=(34,606,1138,607)
dateline: छिंदवाड़ा जबलपुर एक्सप्रेस। xyxy=(34,1551,166,1565)
